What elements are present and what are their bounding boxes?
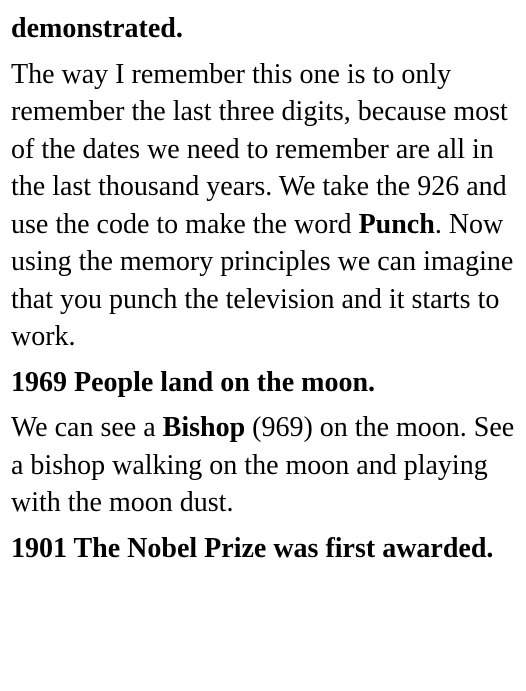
paragraph-bishop-text-before: We can see a [11, 412, 163, 443]
document-page [11, 10, 516, 567]
paragraph-punch-text-before: The way I remember this one is to only remember the last three digits, because most of the dates we need to remember are all in the last thousand years. We take the 926 and use the code to make the word [11, 58, 508, 240]
keyword-punch: Punch [358, 208, 435, 240]
heading-demonstrated: demonstrated. [11, 13, 183, 44]
paragraph-bishop-text-after: (969) on the moon. See a bishop walking on the moon and playing with the moon dust. [11, 412, 515, 518]
paragraph-bishop [11, 409, 516, 522]
paragraph-punch [11, 56, 516, 356]
paragraph-punch-text-after: . Now using the memory principles we can imagine that you punch the television and it starts to work. [11, 208, 514, 352]
heading-nobel-prize: 1901 The Nobel Prize was first awarded. [11, 532, 494, 564]
heading-moon-landing: 1969 People land on the moon. [11, 366, 376, 398]
keyword-bishop: Bishop [162, 412, 246, 443]
